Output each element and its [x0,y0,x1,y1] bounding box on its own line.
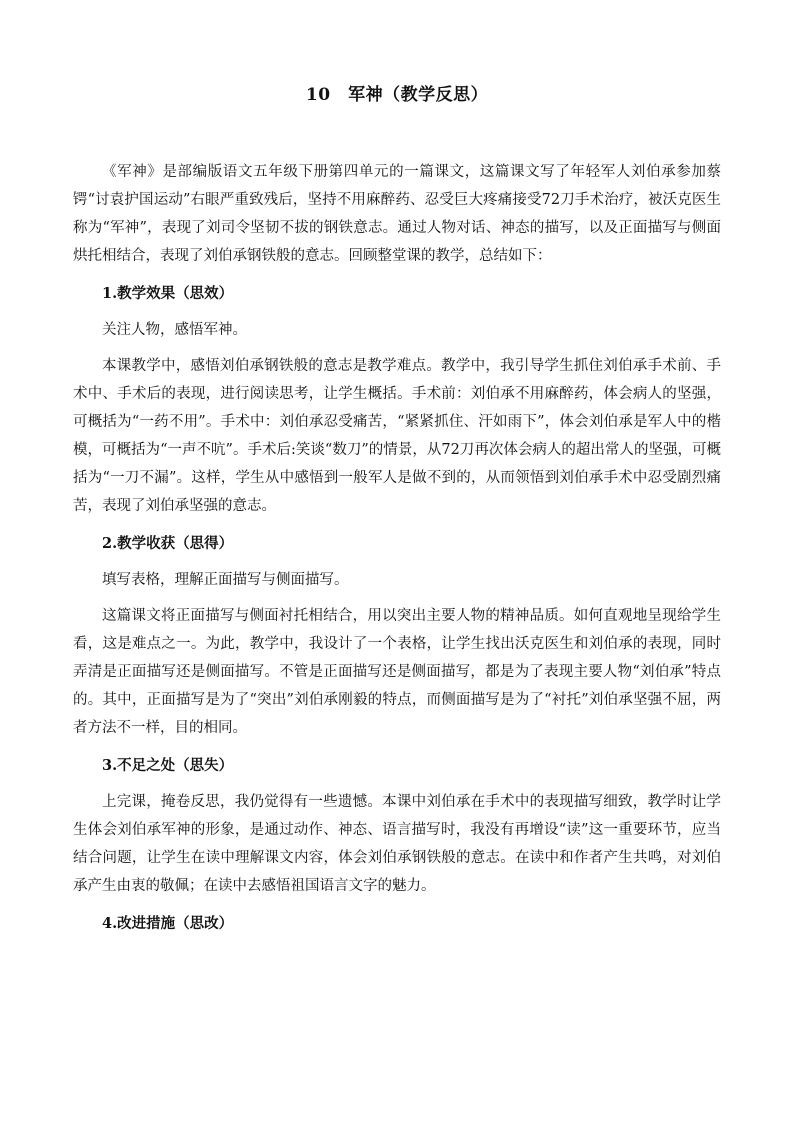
section-heading-gain: 2.教学收获（思得） [102,535,234,552]
section-body-effect: 本课教学中，感悟刘伯承钢铁般的意志是教学难点。教学中，我引导学生抓住刘伯承手术前、手术中、手术后的表现，进行阅读思考，让学生概括。手术前：刘伯承不用麻醉药，体会病人的坚强，可概括为“一药不用”。手术中：刘伯承忍受痛苦，“紧紧抓住、汗如雨下”，体会刘伯承是军人中的楷模，可概括为“一声不吭”。手术后:笑谈“数刀”的情景，从72刀再次体会病人的超出常人的坚强，可概括为“一刀不漏”。这样，学生从中感悟到一般军人是做不到的，从而领悟到刘伯承手术中忍受剧烈痛苦，表现了刘伯承坚强的意志。 [73,358,721,514]
section-body-gain: 这篇课文将正面描写与侧面衬托相结合，用以突出主要人物的精神品质。如何直观地呈现给学生看，这是难点之一。为此，教学中，我设计了一个表格，让学生找出沃克医生和刘伯承的表现，同时弄清是正面描写还是侧面描写。不管是正面描写还是侧面描写，都是为了表现主要人物“刘伯承”特点的。其中，正面描写是为了“突出”刘伯承刚毅的特点，而侧面描写是为了“衬托”刘伯承坚强不屈，两者方法不一样，目的相同。 [73,608,721,736]
section-heading-effect: 1.教学效果（思效） [102,285,234,302]
section-body-shortcoming: 上完课，掩卷反思，我仍觉得有一些遗憾。本课中刘伯承在手术中的表现描写细致，教学时让学生体会刘伯承军神的形象，是通过动作、神态、语言描写时，我没有再增设“读”这一重要环节，应当结合问题，让学生在读中理解课文内容，体会刘伯承钢铁般的意志。在读中和作者产生共鸣，对刘伯承产生由衷的敬佩；在读中去感悟祖国语言文字的魅力。 [73,794,721,894]
document-content [73,158,721,938]
section-heading-improvement: 4.改进措施（思改） [102,915,234,932]
section-subheading-effect: 关注人物，感悟军神。 [102,322,247,338]
section-subheading-gain: 填写表格，理解正面描写与侧面描写。 [102,572,349,588]
section-heading-shortcoming: 3.不足之处（思失） [102,757,234,774]
document-title: 10 军神（教学反思） [305,85,489,105]
intro-paragraph: 《军神》是部编版语文五年级下册第四单元的一篇课文，这篇课文写了年轻军人刘伯承参加蔡锷“讨袁护国运动”右眼严重致残后，坚持不用麻醉药、忍受巨大疼痛接受72刀手术治疗，被沃克医生称为“军神”，表现了刘司令坚韧不拔的钢铁意志。通过人物对话、神态的描写，以及正面描写与侧面烘托相结合，表现了刘伯承钢铁般的意志。回顾整堂课的教学，总结如下： [73,164,721,264]
